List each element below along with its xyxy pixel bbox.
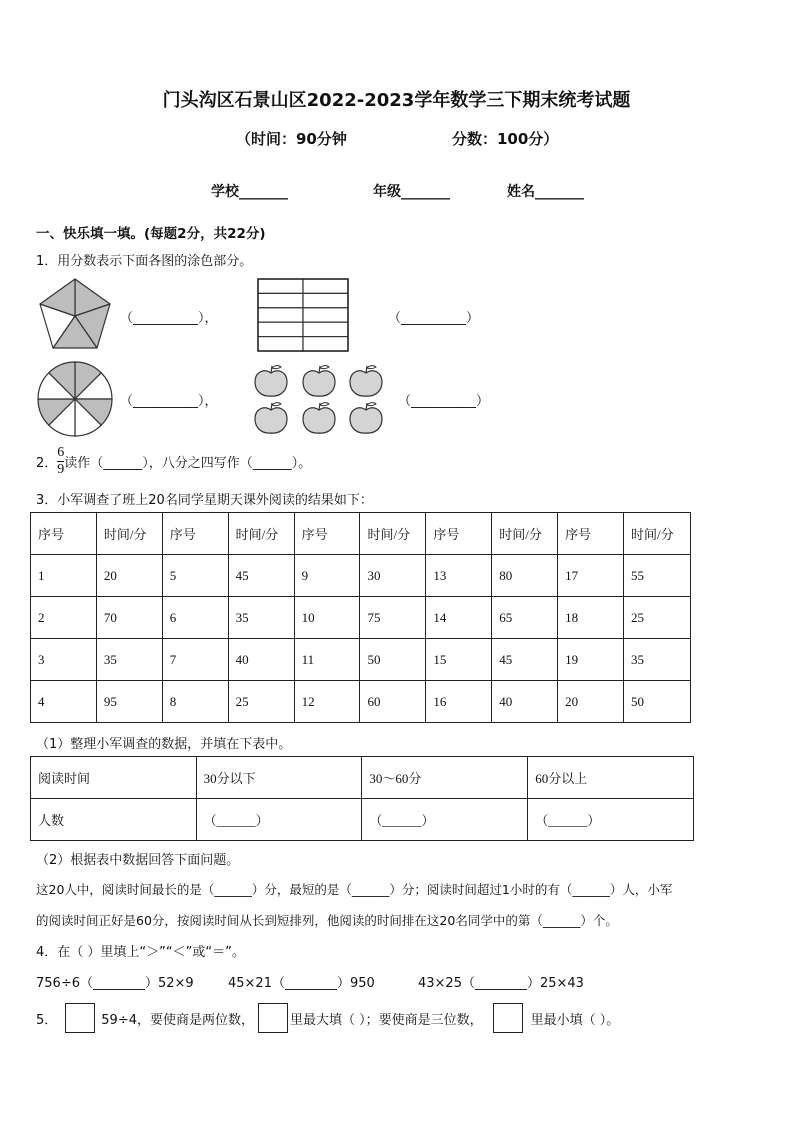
table-cell: 60 — [360, 681, 426, 723]
table-cell: 20 — [96, 555, 162, 597]
exam-time: （时间：90分钟 — [236, 130, 347, 148]
table-cell: 11 — [294, 639, 360, 681]
table-cell: 1 — [31, 555, 97, 597]
school-label: 学校 — [211, 184, 239, 200]
table-header-row — [31, 513, 691, 555]
table-cell: 9 — [294, 555, 360, 597]
q5-line — [36, 1002, 619, 1034]
q4-text: 4．在（ ）里填上“＞”“＜”或“＝”。 — [36, 945, 245, 960]
table-cell: 25 — [624, 597, 691, 639]
grade-label: 年级 — [373, 184, 401, 200]
q5-part-b: 里最大填（ ）；要使商是三位数， — [290, 1012, 483, 1028]
table-cell: 14 — [426, 597, 492, 639]
table-cell: 35 — [96, 639, 162, 681]
table-cell: 70 — [96, 597, 162, 639]
table-cell: 30 — [360, 555, 426, 597]
q5-digit-box[interactable] — [65, 1003, 95, 1033]
q3-paragraph-line2: 的阅读时间正好是60分，按阅读时间从长到短排列，他阅读的时间排在这20名同学中的第（______）个。 — [36, 913, 618, 928]
table-header-cell: 时间/分 — [96, 513, 162, 555]
table-cell: 80 — [492, 555, 558, 597]
q5-digit-box[interactable] — [258, 1003, 288, 1033]
summary-header-cell: 30分以下 — [196, 757, 362, 799]
section-heading: 一、快乐填一填。(每题2分，共22分) — [36, 226, 266, 242]
name-field — [507, 181, 584, 201]
summary-table — [30, 756, 694, 841]
summary-blank-cell[interactable]: （______） — [528, 799, 694, 841]
name-label: 姓名 — [507, 184, 535, 200]
reading-data-table — [30, 512, 691, 723]
pentagon-figure — [34, 276, 118, 356]
table-cell: 40 — [492, 681, 558, 723]
q1-blank-grid[interactable]: （__________） — [388, 311, 480, 326]
q2-prefix: 2． — [36, 455, 58, 471]
q4-item[interactable]: 45×21（________）950 — [228, 976, 375, 991]
apple-icon — [255, 403, 287, 434]
summary-blank-cell[interactable]: （______） — [196, 799, 362, 841]
table-cell: 4 — [31, 681, 97, 723]
q5-digit-box[interactable] — [493, 1003, 523, 1033]
name-blank[interactable]: _______ — [535, 184, 584, 200]
table-cell: 8 — [162, 681, 228, 723]
table-cell: 40 — [228, 639, 294, 681]
q1-text: 1．用分数表示下面各图的涂色部分。 — [36, 254, 253, 269]
q5-prefix: 5． — [36, 1012, 58, 1028]
grade-blank[interactable]: _______ — [401, 184, 450, 200]
table-cell: 17 — [558, 555, 624, 597]
table-row — [31, 597, 691, 639]
table-cell: 20 — [558, 681, 624, 723]
grid-figure — [256, 277, 350, 354]
table-cell: 55 — [624, 555, 691, 597]
table-cell: 3 — [31, 639, 97, 681]
summary-row — [31, 799, 694, 841]
table-cell: 45 — [228, 555, 294, 597]
q3-text: 3．小军调查了班上20名同学星期天课外阅读的结果如下： — [36, 493, 373, 508]
q2-line — [36, 442, 311, 480]
q1-blank-apples[interactable]: （__________） — [398, 394, 490, 409]
q1-blank-circle[interactable]: （__________）， — [120, 394, 218, 409]
table-header-cell: 时间/分 — [228, 513, 294, 555]
page-title: 门头沟区石景山区2022-2023学年数学三下期末统考试题 — [162, 90, 631, 111]
table-cell: 2 — [31, 597, 97, 639]
table-cell: 25 — [228, 681, 294, 723]
table-header-cell: 时间/分 — [492, 513, 558, 555]
school-blank[interactable]: _______ — [239, 184, 288, 200]
apple-icon — [255, 366, 287, 397]
summary-header-row — [31, 757, 694, 799]
grade-field — [373, 181, 450, 201]
table-cell: 10 — [294, 597, 360, 639]
apple-icon — [350, 366, 382, 397]
table-cell: 50 — [360, 639, 426, 681]
table-header-cell: 时间/分 — [624, 513, 691, 555]
apple-icon — [303, 403, 335, 434]
summary-header-cell: 阅读时间 — [31, 757, 197, 799]
table-cell: 95 — [96, 681, 162, 723]
table-cell: 45 — [492, 639, 558, 681]
q3-part1: （1）整理小军调查的数据，并填在下表中。 — [36, 737, 292, 752]
summary-blank-cell[interactable]: （______） — [362, 799, 528, 841]
apple-icon — [303, 366, 335, 397]
table-header-cell: 时间/分 — [360, 513, 426, 555]
table-header-cell: 序号 — [426, 513, 492, 555]
q2-denominator: 9 — [57, 461, 65, 477]
table-header-cell: 序号 — [294, 513, 360, 555]
q2-text: 读作（______），八分之四写作（______）。 — [64, 455, 312, 471]
school-field — [211, 181, 288, 201]
exam-score: 分数：100分） — [452, 130, 559, 148]
table-header-cell: 序号 — [558, 513, 624, 555]
table-cell: 13 — [426, 555, 492, 597]
table-cell: 50 — [624, 681, 691, 723]
q4-item[interactable]: 756÷6（________）52×9 — [36, 976, 194, 991]
q1-blank-pentagon[interactable]: （__________）， — [120, 311, 218, 326]
table-cell: 65 — [492, 597, 558, 639]
summary-header-cell: 30～60分 — [362, 757, 528, 799]
table-header-cell: 序号 — [162, 513, 228, 555]
summary-label-cell: 人数 — [31, 799, 197, 841]
q4-item[interactable]: 43×25（________）25×43 — [418, 976, 584, 991]
q3-part2: （2）根据表中数据回答下面问题。 — [36, 853, 240, 868]
table-cell: 19 — [558, 639, 624, 681]
table-cell: 16 — [426, 681, 492, 723]
table-cell: 15 — [426, 639, 492, 681]
table-cell: 12 — [294, 681, 360, 723]
q2-numerator: 6 — [57, 444, 65, 460]
table-cell: 75 — [360, 597, 426, 639]
q3-paragraph-line1: 这20人中，阅读时间最长的是（______）分，最短的是（______）分；阅读时间超过1小时的有（______）人，小军 — [36, 882, 673, 897]
apples-figure — [252, 362, 390, 436]
apple-icon — [350, 403, 382, 434]
table-cell: 5 — [162, 555, 228, 597]
table-header-cell: 序号 — [31, 513, 97, 555]
q5-part-c: 里最小填（ ）。 — [530, 1012, 620, 1028]
table-row — [31, 639, 691, 681]
table-cell: 18 — [558, 597, 624, 639]
table-row — [31, 681, 691, 723]
circle-figure — [36, 360, 116, 438]
table-cell: 35 — [624, 639, 691, 681]
table-row — [31, 555, 691, 597]
q2-fraction — [57, 446, 64, 477]
table-cell: 6 — [162, 597, 228, 639]
table-cell: 7 — [162, 639, 228, 681]
q5-part-a: 59÷4，要使商是两位数， — [101, 1012, 254, 1028]
summary-header-cell: 60分以上 — [528, 757, 694, 799]
table-cell: 35 — [228, 597, 294, 639]
